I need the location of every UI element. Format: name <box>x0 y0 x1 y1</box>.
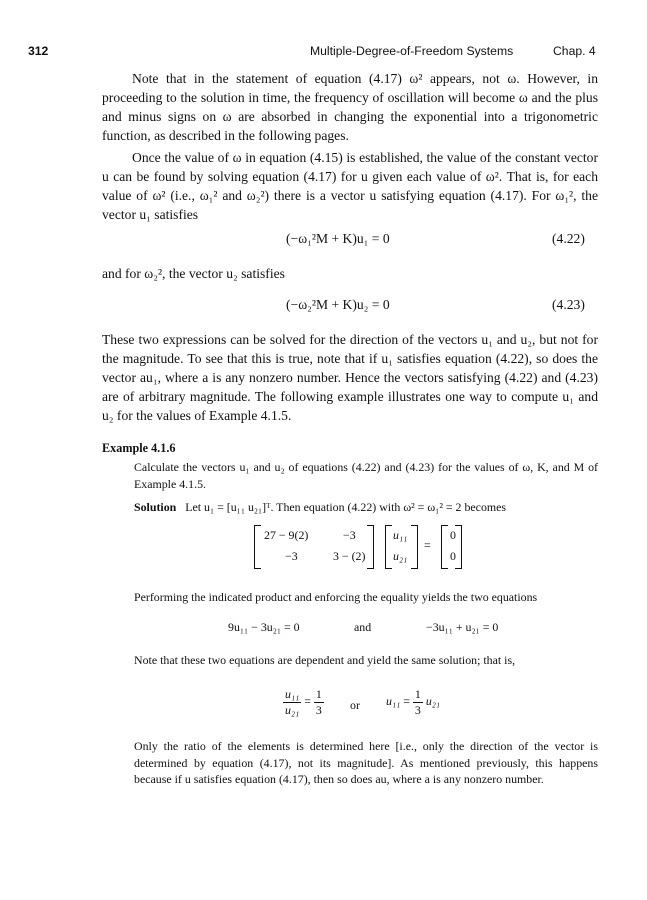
matrix-a21: −3 <box>285 549 298 563</box>
equation-right: −3u₁₁ + u₂₁ = 0 <box>426 620 499 634</box>
equation-left: 9u₁₁ − 3u₂₁ = 0 <box>228 620 300 634</box>
equation-4-23: (−ω₂²M + K)u₂ = 0 <box>286 297 390 312</box>
solution-label: Solution <box>134 500 177 514</box>
chapter-label: Chap. 4 <box>553 44 596 58</box>
vector-left-bracket <box>385 525 392 569</box>
running-title: Multiple-Degree-of-Freedom Systems <box>310 44 514 58</box>
matrix-a12: −3 <box>343 528 356 542</box>
paragraph-2: Once the value of ω in equation (4.15) is established, the value of the constant vector u can be found by solving equation (4.17) for u given each value of ω². That is, for each value of ω² (i.e., ω₁² and ω₂²) there is a vector u satisfying equation (4.17). For ω₁², the vector u₁ satisfies <box>102 150 598 222</box>
alt-ratio-fraction: $\frac{1}{3}$ <box>414 687 421 717</box>
example-heading: Example 4.1.6 <box>102 441 176 455</box>
rhs-right-bracket <box>455 525 462 569</box>
solution-text: Let u₁ = [u₁₁ u₂₁]ᵀ. Then equation (4.22) with ω² = ω₁² = 2 becomes <box>185 500 507 514</box>
rhs-b2: 0 <box>450 549 456 563</box>
dependent-text: Note that these two equations are dependent and yield the same solution; that is, <box>134 653 516 667</box>
paragraph-4: These two expressions can be solved for the direction of the vectors u₁ and u₂, but not for the magnitude. To see that this is true, note that if u₁ satisfies equation (4.22), so does the vector au₁, where a is any nonzero number. Hence the vectors satisfying (4.22) and (4.23) are of arbitrary magnitude. The following example illustrates one way to compute u₁ and u₂ for the values of Example 4.1.5. <box>102 332 598 423</box>
after-matrix-text: Performing the indicated product and enforcing the equality yields the two equations <box>134 590 538 604</box>
vector-x1: u₁₁ <box>393 528 408 542</box>
vector-x2: u₂₁ <box>393 549 408 563</box>
vector-right-bracket <box>411 525 418 569</box>
equation-4-23-number: (4.23) <box>552 297 585 312</box>
equation-and: and <box>354 620 372 634</box>
rhs-left-bracket <box>441 525 448 569</box>
ratio-rhs-fraction: $\frac{1}{3}$ <box>315 687 322 717</box>
closing-paragraph: Only the ratio of the elements is determined here [i.e., only the direction of the vector is determined by equation (4.17), not its magnitude]. As mentioned previously, this happens because if u satisfies equation (4.17), then so does au, where a is any nonzero number. <box>134 739 598 786</box>
matrix-a22: 3 − (2) <box>333 549 366 563</box>
matrix-a11: 27 − 9(2) <box>264 528 309 542</box>
paragraph-1: Note that in the statement of equation (4.17) ω² appears, not ω. However, in proceeding to the solution in time, the frequency of oscillation will become ω and the plus and minus signs on ω are absorbed in changing the exponential into a trigonometric function, as described in the following pages. <box>102 71 598 143</box>
solution-line <box>134 499 598 516</box>
alt-ratio-equation: u₁₁ = $\frac{1}{3}$ u₂₁ <box>386 687 441 717</box>
page-number: 312 <box>28 44 49 58</box>
equation-4-22-number: (4.22) <box>552 231 585 246</box>
rhs-b1: 0 <box>450 528 456 542</box>
ratio-fraction: $\frac{\text{u₁₁}}{\text{u₂₁}}$ <box>285 687 300 717</box>
matrix-left-bracket <box>254 525 261 569</box>
ratio-or: or <box>350 698 360 712</box>
example-statement: Calculate the vectors u₁ and u₂ of equations (4.22) and (4.23) for the values of ω, K, and M of Example 4.1.5. <box>134 460 598 491</box>
paragraph-3: and for ω₂², the vector u₂ satisfies <box>102 266 285 281</box>
equation-4-22: (−ω₁²M + K)u₁ = 0 <box>286 231 390 246</box>
ratio-equation: $\frac{\text{u₁₁}}{\text{u₂₁}}$ = $\frac{1}{3}$ <box>285 687 322 717</box>
equals-sign: = <box>424 538 431 552</box>
matrix-right-bracket <box>367 525 374 569</box>
